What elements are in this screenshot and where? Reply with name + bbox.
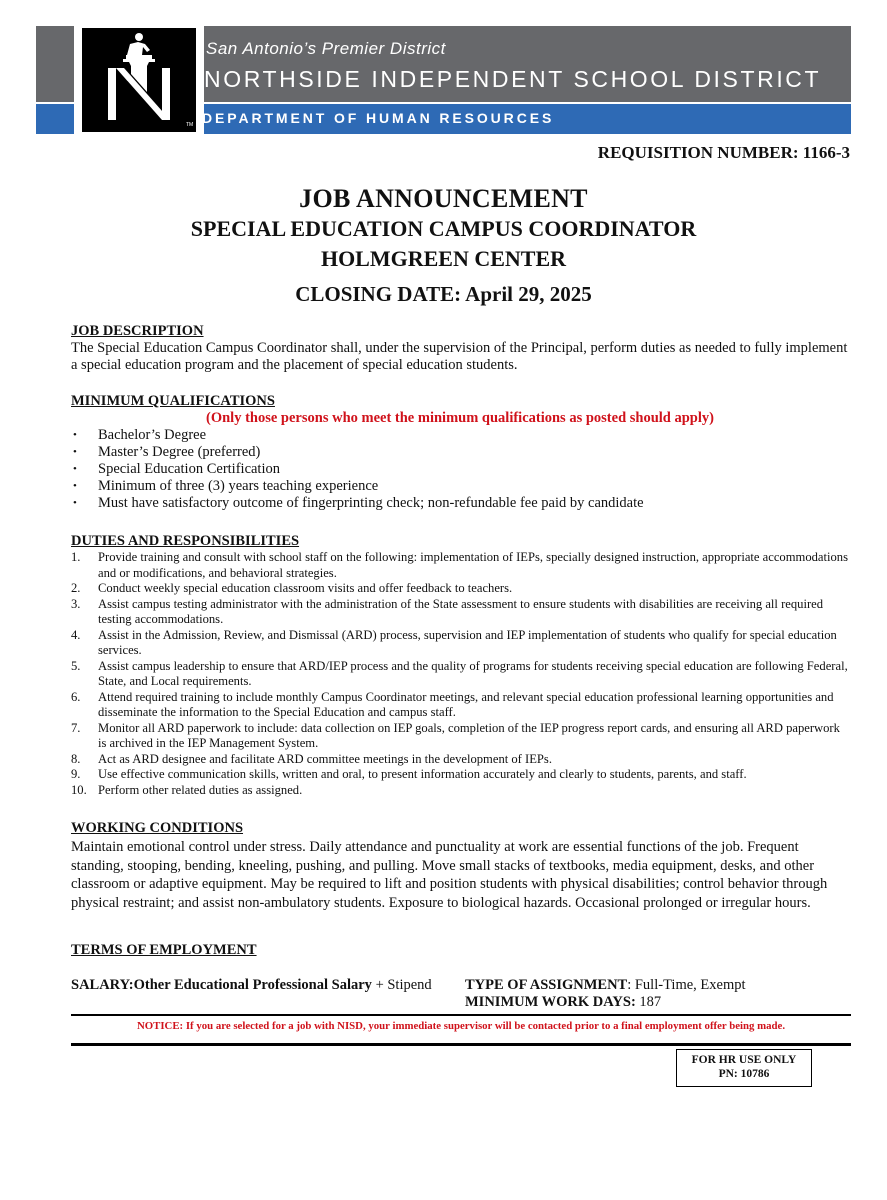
assignment-value: : Full-Time, Exempt — [627, 977, 746, 993]
section-heading: JOB DESCRIPTION — [71, 323, 204, 339]
hr-pn: PN: 10786 — [718, 1068, 770, 1080]
working-conditions-section — [71, 820, 851, 912]
job-location: HOLMGREEN CENTER — [320, 246, 567, 271]
page-title: JOB ANNOUNCEMENT — [299, 184, 588, 213]
section-heading: DUTIES AND RESPONSIBILITIES — [71, 533, 300, 549]
job-description-section — [71, 323, 851, 374]
list-item: 3. Assist campus testing administrator with the administration of the State assessment to ensure students with disabilities are receiving all required testing accommodations. — [71, 596, 824, 626]
hr-use-box — [676, 1049, 812, 1087]
list-item: • Must have satisfactory outcome of fingerprinting check; non-refundable fee paid by candidate — [71, 495, 851, 512]
assignment-block — [465, 977, 746, 1011]
department-name: DEPARTMENT OF HUMAN RESOURCES — [202, 110, 555, 126]
duties-section — [71, 533, 851, 798]
section-heading: MINIMUM QUALIFICATIONS — [71, 393, 275, 409]
section-heading: TERMS OF EMPLOYMENT — [71, 942, 257, 958]
header-banner — [36, 26, 851, 136]
divider-bottom — [71, 1043, 851, 1046]
workdays-label: MINIMUM WORK DAYS: — [465, 994, 636, 1010]
list-item: • Special Education Certification — [71, 461, 851, 478]
list-item: 1. Provide training and consult with school staff on the following: implementation of IEPs, specially designed instruction, appropriate accommodations and or modifications, and behavioral strategies. — [71, 550, 848, 580]
notice-text: NOTICE: If you are selected for a job with NISD, your immediate supervisor will be contacted prior to a final employment offer being made. — [136, 1020, 786, 1032]
workdays-value: 187 — [639, 994, 662, 1010]
list-item: 6. Attend required training to include monthly Campus Coordinator meetings, and relevant special education professional learning opportunities and disseminate the information to the Special Education and campus staff. — [71, 689, 834, 719]
assignment-label: TYPE OF ASSIGNMENT — [465, 977, 628, 993]
requisition-number: REQUISITION NUMBER: 1166-3 — [597, 143, 850, 162]
salary-suffix: + Stipend — [375, 977, 432, 993]
qualifications-note: (Only those persons who meet the minimum qualifications as posted should apply) — [206, 410, 714, 426]
list-item: 5. Assist campus leadership to ensure that ARD/IEP process and the quality of programs for students receiving special education are following Federal, State, and Local requirements. — [71, 658, 848, 688]
logo-trademark: TM — [186, 122, 194, 128]
divider-top — [71, 1014, 851, 1016]
qualifications-section — [71, 393, 851, 512]
list-item: • Master’s Degree (preferred) — [71, 444, 851, 461]
list-item: 8. Act as ARD designee and facilitate ARD committee meetings in the development of IEPs. — [71, 751, 552, 766]
logo — [74, 26, 204, 134]
salary-value: Other Educational Professional Salary — [133, 977, 372, 993]
qualifications-list — [71, 427, 851, 512]
salary-line: SALARY:Other Educational Professional Salary + Stipend — [71, 977, 432, 993]
list-item: 9. Use effective communication skills, written and oral, to present information accurately and clearly to students, parents, and staff. — [71, 767, 747, 781]
district-tagline: San Antonio’s Premier District — [206, 39, 446, 58]
duties-list — [71, 550, 851, 798]
hr-use-label: FOR HR USE ONLY — [691, 1054, 797, 1066]
terms-section — [71, 942, 851, 959]
closing-date: CLOSING DATE: April 29, 2025 — [295, 282, 592, 306]
district-name: NORTHSIDE INDEPENDENT SCHOOL DISTRICT — [204, 66, 822, 92]
job-title: SPECIAL EDUCATION CAMPUS COORDINATOR — [190, 216, 697, 241]
working-conditions-text: Maintain emotional control under stress. Daily attendance and punctuality at work are essential functions of the job. Frequent standing, stooping, bending, kneeling, pushing, and pulling. Move small stacks of textbooks, media equipment, desks, and other classroom or adaptive equipment. May be required to lift and position students with physical disabilities; control behavior through physical restraint; and assist non-ambulatory students. Exposure to biological hazards. Occasional prolonged or irregular hours. — [71, 839, 828, 911]
list-item: 7. Monitor all ARD paperwork to include: data collection on IEP goals, completion of the IEP progress report cards, and ensuring all ARD paperwork is archived in the IEP Management System. — [71, 720, 840, 750]
nisd-logo-icon — [82, 28, 196, 132]
job-description-text: The Special Education Campus Coordinator shall, under the supervision of the Principal, perform duties as needed to fully implement a special education program and the placement of special education students. — [71, 340, 848, 373]
list-item: • Bachelor’s Degree — [71, 427, 851, 444]
list-item: 4. Assist in the Admission, Review, and Dismissal (ARD) process, supervision and IEP implementation of students who qualify for special education services. — [71, 627, 837, 657]
list-item: • Minimum of three (3) years teaching experience — [71, 478, 851, 495]
list-item: 2. Conduct weekly special education classroom visits and offer feedback to teachers. — [71, 581, 513, 595]
list-item: 10. Perform other related duties as assigned. — [71, 782, 303, 797]
section-heading: WORKING CONDITIONS — [71, 820, 244, 836]
